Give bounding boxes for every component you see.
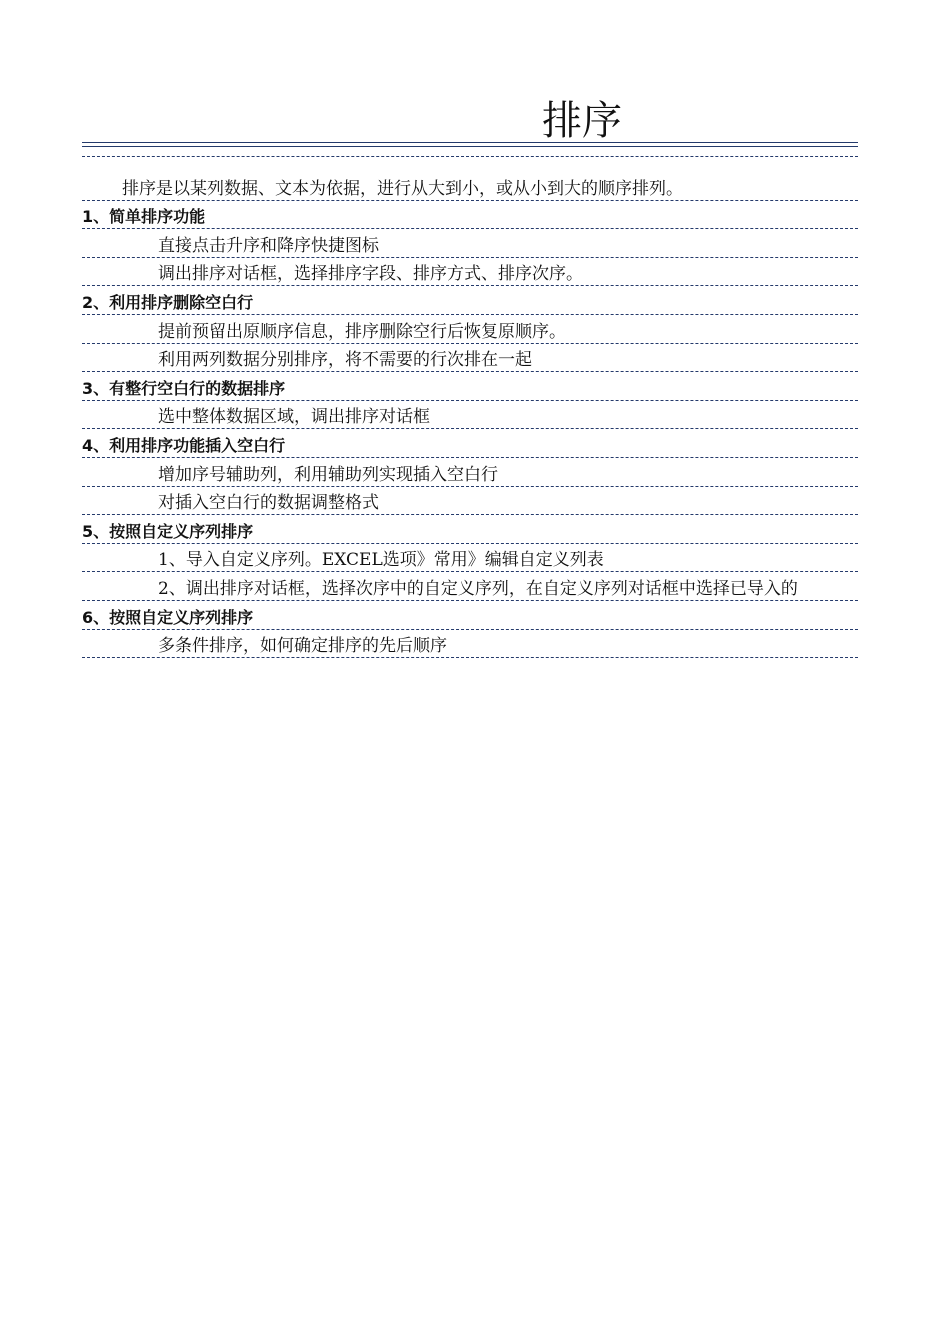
section-item: 提前预留出原顺序信息，排序删除空行后恢复原顺序。 (158, 321, 566, 342)
title-rule-top (82, 142, 858, 143)
section-item-row (82, 544, 858, 573)
intro-text: 排序是以某列数据、文本为依据，进行从大到小，或从小到大的顺序排列。 (122, 178, 683, 199)
section-item: 对插入空白行的数据调整格式 (158, 493, 379, 514)
section-item-row (82, 458, 858, 487)
section-item-row (82, 401, 858, 430)
intro-row (82, 172, 858, 201)
section-heading: 5、按照自定义序列排序 (82, 521, 254, 541)
section-heading: 4、利用排序功能插入空白行 (82, 435, 286, 455)
section-heading-row (82, 201, 858, 230)
section-heading-row (82, 515, 858, 544)
section-item-row (82, 344, 858, 373)
section-item-row (82, 487, 858, 516)
section-item: 1、导入自定义序列。EXCEL选项》常用》编辑自定义列表 (158, 550, 604, 571)
section-heading: 3、有整行空白行的数据排序 (82, 378, 286, 398)
section-item-row (82, 229, 858, 258)
section-heading: 2、利用排序删除空白行 (82, 292, 254, 312)
section-item: 多条件排序，如何确定排序的先后顺序 (158, 636, 447, 657)
section-item: 调出排序对话框，选择排序字段、排序方式、排序次序。 (158, 264, 583, 285)
section-heading: 6、按照自定义序列排序 (82, 607, 254, 627)
section-item-row (82, 630, 858, 659)
section-item: 2、调出排序对话框，选择次序中的自定义序列，在自定义序列对话框中选择已导入的 (158, 578, 798, 599)
section-item: 利用两列数据分别排序，将不需要的行次排在一起 (158, 350, 532, 371)
content-rows (82, 156, 858, 658)
section-item: 选中整体数据区域，调出排序对话框 (158, 407, 430, 428)
page-title: 排序 (542, 98, 622, 144)
section-heading-row (82, 601, 858, 630)
section-item-row (82, 572, 858, 601)
section-item: 增加序号辅助列，利用辅助列实现插入空白行 (158, 464, 498, 485)
section-item: 直接点击升序和降序快捷图标 (158, 235, 379, 256)
section-heading-row (82, 286, 858, 315)
section-item-row (82, 258, 858, 287)
section-heading-row (82, 372, 858, 401)
title-rule-bottom (82, 146, 858, 147)
section-heading-row (82, 429, 858, 458)
top-divider-row (82, 156, 858, 172)
section-heading: 1、简单排序功能 (82, 207, 206, 227)
section-item-row (82, 315, 858, 344)
